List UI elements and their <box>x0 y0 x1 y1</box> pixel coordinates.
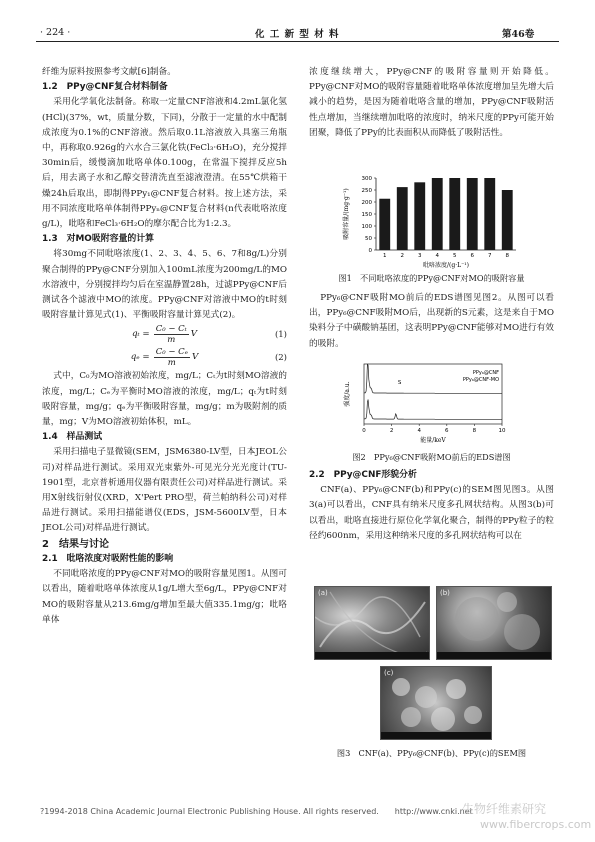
left-column <box>42 65 287 628</box>
eds-paragraph: PPy₆@CNF吸附MO前后的EDS谱图见图2。从图可以看出，PPy₆@CNF吸附MO后，出现新的S元素，这是来自于MO染料分子中磺酸钠基团，这表明PPy@CNF能够对MO进行有效的吸附。 <box>309 293 554 349</box>
x-tick-label: 4 <box>435 253 439 259</box>
x-tick-label: 6 <box>445 428 449 434</box>
y-tick-label: 300 <box>361 176 372 182</box>
section-2-1-title: 2.1 吡咯浓度对吸附性能的影响 <box>42 553 174 564</box>
sem-scalebar-c <box>381 732 491 739</box>
header-rule <box>36 41 559 42</box>
y-axis-title: 吸附容量/(mg·g⁻¹) <box>343 188 350 240</box>
bar <box>414 182 425 250</box>
x-tick-label: 4 <box>417 428 421 434</box>
bar <box>484 178 495 250</box>
x-tick-label: 2 <box>389 428 394 434</box>
x-tick-label: 5 <box>453 253 457 259</box>
y-axis-title: 强度/a.u. <box>344 381 351 407</box>
sem-image-c <box>380 666 492 740</box>
section-1-2-title: 1.2 PPy@CNF复合材料制备 <box>42 82 168 93</box>
sem-scalebar-a <box>315 652 429 659</box>
sem-image-b <box>436 586 552 660</box>
section-1-4-title: 1.4 样品测试 <box>42 432 103 443</box>
x-axis-title: 吡咯浓度/(g·L⁻¹) <box>422 262 470 269</box>
equation-2 <box>42 346 287 369</box>
section-1-2-body: 采用化学氧化法制备。称取一定量CNF溶液和4.2mL氯化氢(HCl)(37%，wt，质量分数，下同)，分散于一定量的水中配制成浓度为0.1%的CNF溶液。然后取0.1L溶液放入具塞三角瓶中，再称取0.926g的六水合三氯化铁(FeCl₃·6H₂O)，充分搅拌30min后，缓慢滴加吡咯单体0.100g，在常温下搅拌反应5h后，用去离子水和乙醇交替清洗直至滤液澄清。在55℃烘箱干燥24h后取出，即制得PPy₁@CNF复合材料。按上述方法，采用不同浓度吡咯单体制得PPyₙ@CNF复合材料(n代表吡咯浓度g/L)，吡咯和FeCl₃·6H₂O的摩尔配合比为1:2.3。 <box>42 97 287 230</box>
figure-1-caption: 图1 不同吡咯浓度的PPy@CNF对MO的吸附容量 <box>338 273 525 283</box>
sem-label-c: (c) <box>384 669 394 677</box>
y-tick-label: 250 <box>361 188 372 194</box>
figure-2-eds-spectrum <box>340 358 510 444</box>
equation-explanation: 式中，C₀为MO溶液初始浓度，mg/L；Cₜ为t时刻MO溶液的浓度，mg/L；Cₑ为平衡时MO溶液的浓度，mg/L；qₜ为t时刻吸附容量，mg/g；qₑ为平衡吸附容量，mg/g；m为吸附剂的质量，mg；V为MO溶液初始体积，mL。 <box>42 371 287 428</box>
x-tick-label: 7 <box>488 253 492 259</box>
eq1-denominator: m <box>167 335 176 346</box>
section-1-3-title: 1.3 对MO吸附容量的计算 <box>42 234 154 245</box>
section-2-1-body: 不同吡咯浓度的PPy@CNF对MO的吸附容量见图1。从图可以看出，随着吡咯单体浓度从1g/L增大至6g/L，PPy@CNF对MO的吸附容量从213.6mg/g增加至最大值335.1mg/g；吡咯单体 <box>42 569 287 625</box>
sem-scalebar-b <box>437 652 551 659</box>
section-2-2-body: CNF(a)、PPy₆@CNF(b)和PPy(c)的SEM图见图3。从图3(a)可以看出，CNF具有纳米尺度多孔网状结构。从图3(b)可以看出，吡咯直接进行原位化学氧化聚合，制得的PPy粒子的粒径约600nm，采用这种纳米尺度的多孔网状结构可以在 <box>309 485 554 541</box>
eq2-fraction <box>154 347 190 368</box>
volume-label: 第46卷 <box>502 29 535 40</box>
x-tick-label: 0 <box>362 428 366 434</box>
figure-3-caption: 图3 CNF(a)、PPy₆@CNF(b)、PPy(c)的SEM图 <box>336 748 527 758</box>
eq2-numerator: C₀ − Cₑ <box>155 347 188 358</box>
section-2-2-title: 2.2 PPy@CNF形貌分析 <box>309 470 417 480</box>
right-column-morphology <box>309 468 554 544</box>
eq1-number: (1) <box>274 330 287 341</box>
eq2-lhs: qₑ = <box>130 352 150 363</box>
y-tick-label: 200 <box>361 200 372 206</box>
right-column-top <box>309 65 554 141</box>
x-tick-label: 8 <box>472 428 477 434</box>
y-tick-label: 0 <box>368 248 372 254</box>
x-tick-label: 2 <box>400 253 404 259</box>
right-column-eds <box>309 291 554 352</box>
section-1-3-body: 将30mg不同吡咯浓度(1、2、3、4、5、6、7和8g/L)分别聚合制得的PPy@CNF分别加入100mL浓度为200mg/L的MO水溶液中，分别搅拌均匀后在室温静置28h，过滤PPy@CNF后测试各个滤液中MO的浓度。PPy@CNF对溶液中MO的t时刻吸附容量计算见式(1)、平衡吸附容量计算见式(2)。 <box>42 249 287 321</box>
sem-label-b: (b) <box>440 589 450 597</box>
journal-title: 化 工 新 型 材 料 <box>255 29 340 40</box>
eq1-lhs: qₜ = <box>131 329 150 340</box>
x-tick-label: 3 <box>418 253 422 259</box>
equation-1 <box>42 323 287 346</box>
x-axis-title: 能量/keV <box>420 437 446 444</box>
discussion-paragraph: 浓度继续增大，PPy@CNF的吸附容量则开始降低。PPy@CNF对MO的吸附容量随着吡咯单体浓度增加呈先增大后减小的趋势，是因为随着吡咯含量的增加，PPy@CNF吸附活性点增加，当继续增加吡咯的浓度时，纳米尺度的PPy可能开始团聚，降低了PPy的比表面积从而降低了吸附活性。 <box>309 67 554 138</box>
section-2-title: 2 结果与讨论 <box>42 538 109 550</box>
bar <box>379 199 390 250</box>
eq1-volume: V <box>190 329 198 340</box>
bar <box>467 178 478 250</box>
eq2-number: (2) <box>274 353 287 364</box>
x-tick-label: 10 <box>498 428 506 434</box>
section-1-4-body: 采用扫描电子显微镜(SEM，JSM6380-LV型，日本JEOL公司)对样品进行测试。采用双光束紫外-可见光分光光度计(TU-1901型，北京普析通用仪器有限责任公司)对样品进行测试。采用X射线衍射仪(XRD，X'Pert PRO型，荷兰帕纳科公司)对样品进行测试。采用扫描能谱仪(EDS，JSM-5600LV型，日本JEOL公司)对样品进行测试。 <box>42 447 287 534</box>
bar <box>502 190 513 250</box>
watermark-url: www.fibercrops.com <box>480 818 592 831</box>
y-tick-label: 100 <box>361 224 372 230</box>
sem-texture-b <box>437 587 551 659</box>
figure-1-bar-chart <box>338 170 528 270</box>
series-line-1 <box>364 400 502 420</box>
peak-annotation: S <box>397 380 402 386</box>
eq1-numerator: C₀ − Cₜ <box>155 324 187 335</box>
intro-paragraph: 纤维为原料按照参考文献[6]制备。 <box>42 67 176 77</box>
bar <box>432 178 443 250</box>
x-tick-label: 1 <box>383 253 387 259</box>
bar <box>397 187 408 250</box>
figure-2-caption: 图2 PPy₆@CNF吸附MO前后的EDS谱图 <box>352 452 511 462</box>
sem-label-a: (a) <box>318 589 328 597</box>
copyright-footer: ?1994-2018 China Academic Journal Electronic Publishing House. All rights reserved. http://www.cnki.net <box>40 807 473 816</box>
x-tick-label: 8 <box>505 253 509 259</box>
watermark-cn: 生物纤维素研究 <box>462 802 547 816</box>
bar <box>449 178 460 250</box>
y-tick-label: 50 <box>365 236 372 242</box>
eq1-fraction <box>154 324 189 345</box>
sem-image-a <box>314 586 430 660</box>
page-number: · 224 · <box>40 27 71 38</box>
legend-entry-1: PPy₆@CNF-MO <box>462 377 499 383</box>
eq2-volume: V <box>191 352 199 363</box>
sem-texture-a <box>315 587 429 659</box>
sem-texture-c <box>381 667 491 739</box>
legend-entry-0: PPy₆@CNF <box>472 370 499 376</box>
y-tick-label: 150 <box>361 212 372 218</box>
eq2-denominator: m <box>167 358 176 369</box>
x-tick-label: 6 <box>470 253 474 259</box>
